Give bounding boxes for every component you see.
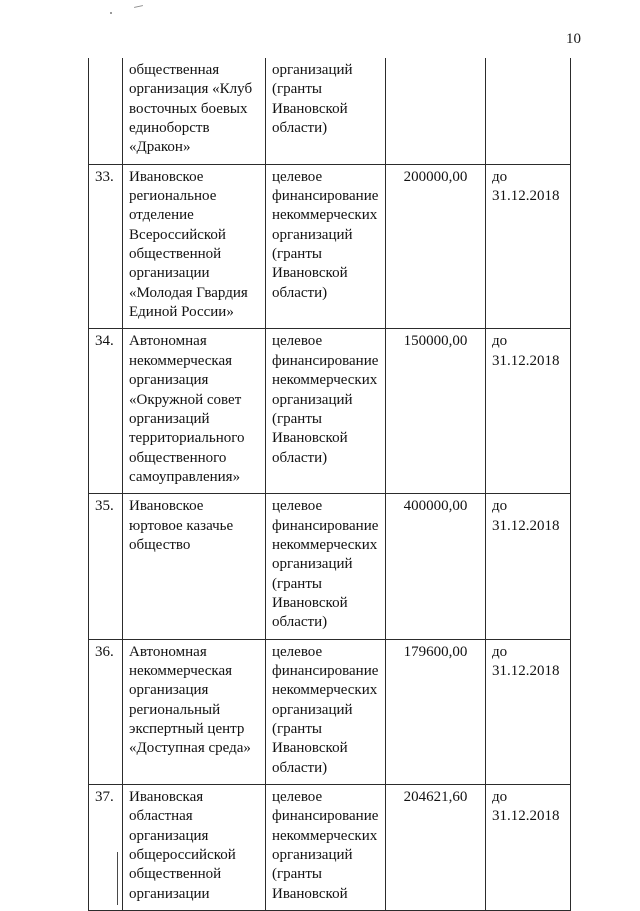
- amount-cell: [386, 58, 486, 164]
- deadline-cell: до 31.12.2018: [486, 329, 571, 494]
- table-row: [89, 164, 571, 329]
- row-number-cell: [89, 58, 123, 164]
- amount-cell: 400000,00: [386, 494, 486, 639]
- table-row: [89, 58, 571, 164]
- amount-cell: 179600,00: [386, 639, 486, 784]
- deadline-cell: до 31.12.2018: [486, 785, 571, 911]
- purpose-cell: целевое финансирование некоммерческих организаций (гранты Ивановской области): [266, 164, 386, 329]
- purpose-cell: целевое финансирование некоммерческих организаций (гранты Ивановской области): [266, 494, 386, 639]
- purpose-cell: целевое финансирование некоммерческих организаций (гранты Ивановской: [266, 785, 386, 911]
- scan-artifact-vertical-line: [117, 852, 118, 905]
- scan-artifact-dot: [110, 12, 112, 14]
- table-row: [89, 494, 571, 639]
- organization-name-cell: Ивановская областная организация общероссийской общественной организации: [123, 785, 266, 911]
- amount-cell: 200000,00: [386, 164, 486, 329]
- scan-artifact-dash: [134, 5, 143, 8]
- purpose-cell: целевое финансирование некоммерческих организаций (гранты Ивановской области): [266, 329, 386, 494]
- deadline-cell: [486, 58, 571, 164]
- organization-name-cell: Ивановское региональное отделение Всероссийской общественной организации «Молодая Гвардия Единой России»: [123, 164, 266, 329]
- table-row: [89, 639, 571, 784]
- row-number-cell: 35.: [89, 494, 123, 639]
- deadline-cell: до 31.12.2018: [486, 164, 571, 329]
- row-number-cell: 34.: [89, 329, 123, 494]
- deadline-cell: до 31.12.2018: [486, 494, 571, 639]
- amount-cell: 150000,00: [386, 329, 486, 494]
- purpose-cell: организаций (гранты Ивановской области): [266, 58, 386, 164]
- row-number-cell: 37.: [89, 785, 123, 911]
- table-row: [89, 329, 571, 494]
- row-number-cell: 33.: [89, 164, 123, 329]
- row-number-cell: 36.: [89, 639, 123, 784]
- deadline-cell: до 31.12.2018: [486, 639, 571, 784]
- purpose-cell: целевое финансирование некоммерческих организаций (гранты Ивановской области): [266, 639, 386, 784]
- table-row: [89, 785, 571, 911]
- organization-name-cell: Автономная некоммерческая организация региональный экспертный центр «Доступная среда»: [123, 639, 266, 784]
- grants-table: [88, 58, 571, 911]
- organization-name-cell: Ивановское юртовое казачье общество: [123, 494, 266, 639]
- organization-name-cell: общественная организация «Клуб восточных боевых единоборств «Дракон»: [123, 58, 266, 164]
- amount-cell: 204621,60: [386, 785, 486, 911]
- organization-name-cell: Автономная некоммерческая организация «Окружной совет организаций территориального общественного самоуправления»: [123, 329, 266, 494]
- page-number: 10: [566, 31, 581, 47]
